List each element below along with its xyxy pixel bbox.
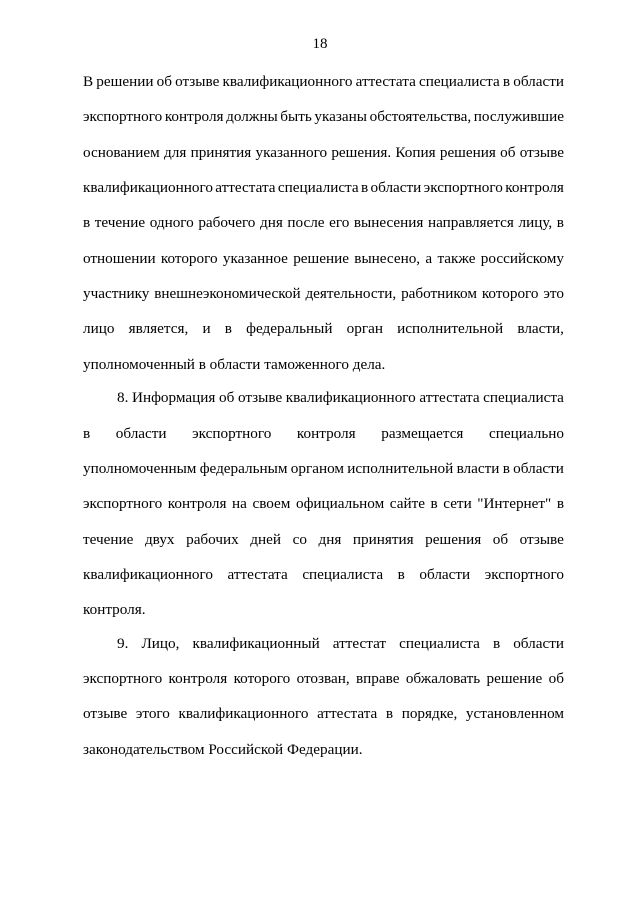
word: квалификационного: [83, 566, 213, 583]
word: об: [492, 531, 509, 548]
word: сети: [443, 495, 472, 512]
word: в: [430, 495, 438, 512]
text-line: [83, 284, 564, 304]
word: квалификационного: [285, 389, 416, 406]
word: области: [513, 460, 564, 477]
word: Лицо,: [141, 635, 180, 652]
word: решение: [293, 250, 349, 267]
word: обжаловать: [405, 670, 481, 687]
page-number: 18: [312, 36, 328, 52]
word: контроля: [164, 108, 224, 125]
word: направляется: [427, 214, 514, 231]
text-line: [83, 107, 564, 127]
word: специалиста: [277, 179, 359, 196]
text-line: [83, 319, 564, 339]
word: это: [543, 285, 564, 302]
word: аттестата: [215, 179, 276, 196]
text-line: [83, 72, 564, 92]
word: двух: [144, 531, 175, 548]
text-line: [83, 424, 564, 444]
word: своем: [252, 495, 291, 512]
word: области: [115, 425, 167, 442]
word: указанное: [222, 250, 288, 267]
word: вправе: [356, 670, 400, 687]
word: официальном: [295, 495, 385, 512]
word: экспортного: [484, 566, 564, 583]
word: отзыве: [519, 144, 564, 161]
word: решение: [486, 670, 543, 687]
word: В: [83, 73, 94, 90]
word: сайте: [389, 495, 425, 512]
word: квалификационного: [83, 179, 213, 196]
word: отозван,: [296, 670, 350, 687]
word: квалификационного: [222, 73, 353, 90]
word: об: [156, 73, 172, 90]
word: быть: [280, 108, 312, 125]
text-line: законодательством Российской Федерации.: [83, 741, 363, 758]
word: вынесено,: [354, 250, 421, 267]
text-line: [83, 143, 564, 163]
word: лицо: [83, 320, 115, 337]
word: которого: [233, 670, 291, 687]
word: квалификационный: [192, 635, 320, 652]
word: области: [370, 179, 422, 196]
word: послужившие: [473, 108, 564, 125]
word: дня: [259, 214, 283, 231]
word: решении: [96, 73, 154, 90]
word: порядке,: [401, 705, 458, 722]
word: в: [502, 460, 510, 477]
word: деятельности,: [305, 285, 397, 302]
word: рабочих: [186, 531, 239, 548]
word: области: [419, 566, 471, 583]
word: экспортного: [83, 495, 163, 512]
word: для: [164, 144, 187, 161]
word: аттестат: [332, 635, 387, 652]
text-line: [83, 249, 564, 269]
word: российскому: [480, 250, 564, 267]
word: в: [556, 495, 564, 512]
word: внешнеэкономической: [154, 285, 301, 302]
word: в: [83, 425, 91, 442]
text-line: [117, 388, 564, 408]
word: дня: [318, 531, 342, 548]
word: указаны: [314, 108, 367, 125]
word: экспортного: [192, 425, 272, 442]
word: должны: [226, 108, 278, 125]
word: отзыве: [83, 705, 128, 722]
word: вынесения: [353, 214, 424, 231]
word: работником: [401, 285, 477, 302]
word: аттестата: [419, 389, 480, 406]
text-line: уполномоченный в области таможенного дела.: [83, 356, 386, 373]
word: аттестата: [355, 73, 416, 90]
word: специалиста: [399, 635, 480, 652]
word: специалиста: [483, 389, 564, 406]
word: принятия: [190, 144, 252, 161]
word: указанного: [255, 144, 328, 161]
word: орган: [346, 320, 383, 337]
word: обстоятельства,: [369, 108, 472, 125]
word: 8.: [117, 389, 129, 406]
word: контроля: [296, 425, 356, 442]
text-line: [117, 634, 564, 654]
word: Копия: [395, 144, 436, 161]
word: "Интернет": [477, 495, 552, 512]
word: основанием: [83, 144, 160, 161]
word: принятия: [352, 531, 414, 548]
word: которого: [160, 250, 218, 267]
word: власти,: [517, 320, 564, 337]
word: федеральным: [199, 460, 288, 477]
word: экспортного: [83, 670, 163, 687]
word: аттестата: [227, 566, 288, 583]
word: решения: [439, 144, 496, 161]
word: области: [513, 635, 564, 652]
word: решения.: [331, 144, 392, 161]
text-line: [83, 178, 564, 198]
word: органом: [290, 460, 344, 477]
word: в: [83, 214, 91, 231]
word: решения: [425, 531, 482, 548]
word: отзыве: [237, 389, 283, 406]
text-line: [83, 494, 564, 514]
word: участнику: [83, 285, 150, 302]
word: размещается: [381, 425, 464, 442]
word: этого: [135, 705, 170, 722]
word: контроля: [167, 495, 227, 512]
word: аттестата: [317, 705, 378, 722]
word: дней: [250, 531, 282, 548]
word: отзыве: [175, 73, 220, 90]
word: в: [492, 635, 501, 652]
word: рабочего: [198, 214, 256, 231]
text-line: [83, 213, 564, 233]
word: экспортного: [423, 179, 503, 196]
text-line: [83, 669, 564, 689]
word: уполномоченным: [83, 460, 197, 477]
word: его: [329, 214, 350, 231]
word: течение: [94, 214, 146, 231]
word: исполнительной: [397, 320, 504, 337]
word: отношении: [83, 250, 156, 267]
word: специально: [489, 425, 564, 442]
text-line: [83, 459, 564, 479]
word: Информация: [132, 389, 216, 406]
word: контроля: [168, 670, 228, 687]
text-line: [83, 530, 564, 550]
word: и: [202, 320, 211, 337]
word: установленном: [465, 705, 564, 722]
word: специалиста: [302, 566, 384, 583]
word: в: [556, 214, 564, 231]
word: в: [385, 705, 394, 722]
word: в: [502, 73, 511, 90]
word: лицу,: [518, 214, 553, 231]
word: в: [361, 179, 369, 196]
word: контроля: [505, 179, 564, 196]
word: специалиста: [418, 73, 500, 90]
word: квалификационного: [178, 705, 309, 722]
text-line: контроля.: [83, 601, 146, 618]
word: после: [287, 214, 325, 231]
word: а: [425, 250, 433, 267]
word: является,: [128, 320, 189, 337]
word: об: [500, 144, 516, 161]
word: течение: [83, 531, 134, 548]
word: отзыве: [519, 531, 564, 548]
word: в: [397, 566, 405, 583]
word: экспортного: [83, 108, 163, 125]
word: исполнительной: [347, 460, 454, 477]
word: об: [219, 389, 235, 406]
word: федеральный: [246, 320, 333, 337]
word: в: [224, 320, 232, 337]
word: 9.: [117, 635, 129, 652]
word: области: [513, 73, 564, 90]
word: об: [548, 670, 564, 687]
text-line: [83, 565, 564, 585]
word: также: [437, 250, 476, 267]
word: со: [292, 531, 307, 548]
word: которого: [481, 285, 539, 302]
text-line: [83, 704, 564, 724]
word: власти: [456, 460, 500, 477]
word: одного: [149, 214, 194, 231]
word: на: [232, 495, 247, 512]
